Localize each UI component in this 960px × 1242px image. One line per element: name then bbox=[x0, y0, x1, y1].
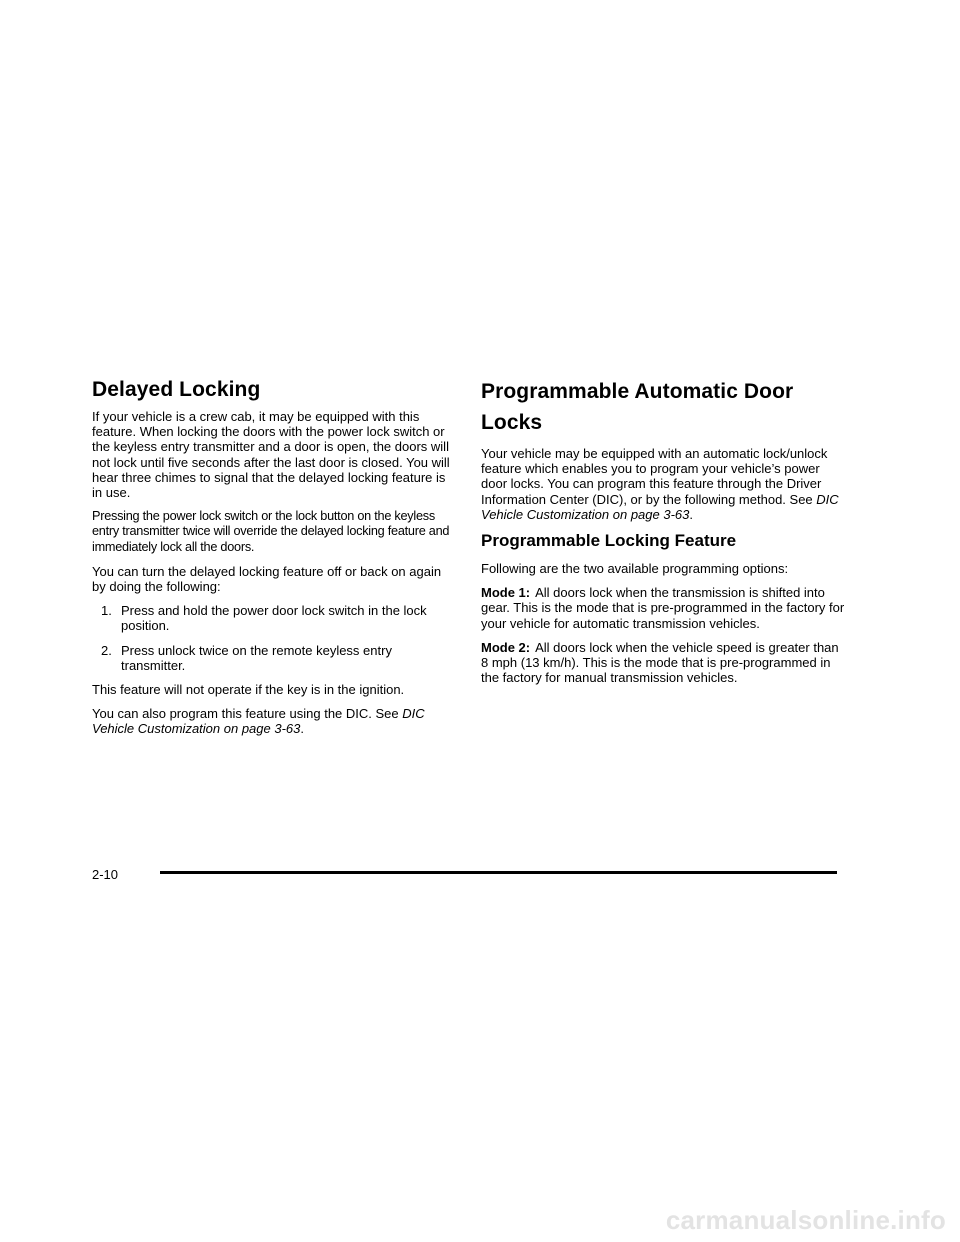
section-heading-programmable-locks bbox=[481, 376, 846, 438]
heading-line-1: Programmable Automatic Door bbox=[481, 380, 794, 403]
heading-line-2: Locks bbox=[481, 411, 543, 434]
mode-1-text: All doors lock when the transmission is shifted into gear. This is the mode that is pre-programmed in the factory for your vehicle for automatic transmission vehicles. bbox=[481, 585, 845, 631]
dic-customization-link[interactable]: DIC Vehicle Customization on page 3-63 bbox=[92, 706, 425, 737]
step-text: Press and hold the power door lock switch in the lock position. bbox=[121, 603, 427, 634]
section-heading-delayed-locking: Delayed Locking bbox=[92, 378, 261, 401]
step-number: 1. bbox=[101, 603, 112, 619]
paragraph-mode-2 bbox=[481, 640, 846, 686]
mode-2-label: Mode 2: bbox=[481, 639, 531, 655]
paragraph-mode-1 bbox=[481, 585, 846, 631]
subheading-programmable-locking-feature: Programmable Locking Feature bbox=[481, 531, 737, 551]
mode-2-text: All doors lock when the vehicle speed is greater than 8 mph (13 km/h). This is the mode that is pre-programmed in the factory for manual transmission vehicles. bbox=[481, 639, 839, 686]
paragraph-options-intro: Following are the two available programming options: bbox=[481, 561, 789, 577]
sentence-end: . bbox=[300, 721, 304, 737]
paragraph-dic-reference bbox=[92, 706, 457, 736]
paragraph-toggle-instructions: You can turn the delayed locking feature off or back on again by doing the following: bbox=[92, 563, 442, 595]
step-text: Press unlock twice on the remote keyless entry transmitter. bbox=[121, 642, 392, 673]
automatic-lock-text: Your vehicle may be equipped with an automatic lock/unlock feature which enables you to program your vehicle’s power door locks. You can program this feature through the Driver Information Center (DIC), or by the following method. See bbox=[481, 446, 828, 507]
paragraph-automatic-lock-intro bbox=[481, 446, 846, 522]
right-column bbox=[481, 376, 846, 694]
paragraph-ignition-note: This feature will not operate if the key is in the ignition. bbox=[92, 682, 405, 698]
sentence-end: . bbox=[689, 506, 693, 522]
dic-reference-text: You can also program this feature using the DIC. See bbox=[92, 706, 399, 722]
mode-1-label: Mode 1: bbox=[481, 585, 531, 601]
dic-customization-link[interactable]: DIC Vehicle Customization on page 3-63 bbox=[481, 491, 839, 522]
steps-list bbox=[92, 603, 457, 673]
paragraph-override: Pressing the power lock switch or the lock button on the keyless entry transmitter twice will override the delayed locking feature and immediately lock all the doors. bbox=[92, 509, 450, 554]
list-item bbox=[92, 603, 457, 633]
list-item bbox=[92, 643, 457, 673]
left-column bbox=[92, 376, 457, 746]
step-number: 2. bbox=[101, 642, 112, 658]
footer-divider bbox=[160, 871, 837, 874]
page-number: 2-10 bbox=[92, 867, 119, 882]
paragraph-intro: If your vehicle is a crew cab, it may be equipped with this feature. When locking the doors with the power lock switch or the keyless entry transmitter and a door is open, the doors will not lock until five seconds after the last door is closed. You will hear three chimes to signal that the delayed locking feature is in use. bbox=[92, 409, 450, 501]
watermark: carmanualsonline.info bbox=[665, 1205, 946, 1235]
